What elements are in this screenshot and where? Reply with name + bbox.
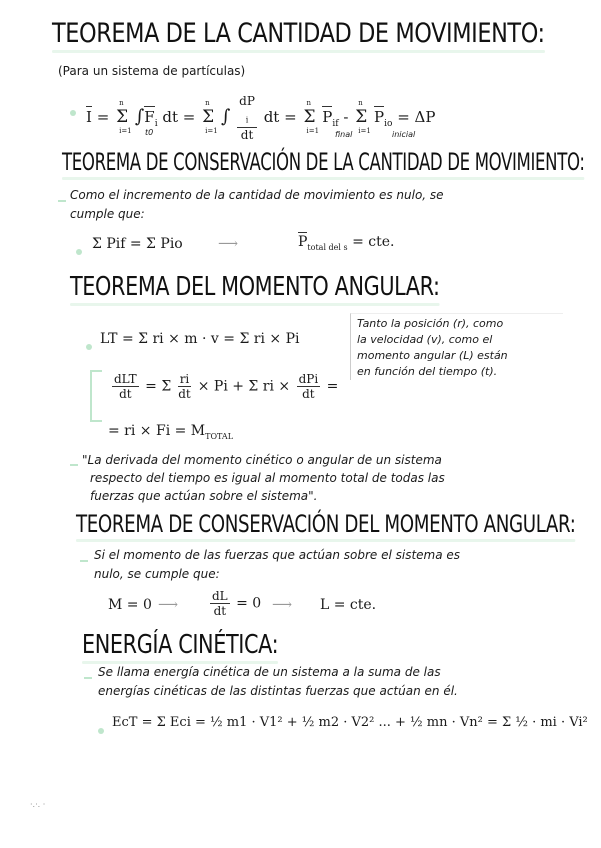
momento-total-equation: = ri × $Fi = M_{TOTAL}$: [108, 423, 234, 441]
dash: [80, 560, 88, 562]
conservacion-text-2: cumple que:: [70, 207, 145, 221]
impulse-equation: I = Σ n i=1 $\int F_i$ dt = Σ n i=1 ∫ dP $_i$ dt dt = Σ n i=1 $P_{if}$ - Σ n i=1 $P_{io} = \Delta P$: [86, 94, 436, 143]
conservacion-momento-text-2: nulo, se cumple que:: [94, 567, 220, 581]
quote-line-2: respecto del tiempo es igual al momento total de todas las: [90, 471, 445, 485]
dash: [70, 464, 78, 466]
bullet: [76, 249, 82, 255]
momento-cero-equation: M = 0: [108, 597, 152, 613]
label-final: final: [335, 130, 353, 139]
dl-dt-equation: $\frac{dL}{dt}$ = 0: [212, 589, 262, 618]
heading-conservacion-cantidad: TEOREMA DE CONSERVACIÓN DE LA CANTIDAD DE MOVIMIENTO:: [62, 148, 585, 176]
bullet: [86, 344, 92, 350]
energia-equation: EcT = Σ Eci = ½ m1 · V1² + ½ m2 · V2² ... + ½ mn · Vn² = Σ ½ · mi · Vi²: [112, 715, 588, 730]
quote-line-3: fuerzas que actúan sobre el sistema".: [90, 489, 318, 503]
conservacion-momento-text-1: Si el momento de las fuerzas que actúan sobre el sistema es: [94, 548, 461, 562]
conservacion-equation: Σ Pif = Σ Pio: [92, 236, 183, 252]
subtitle-sistema-particulas: (Para un sistema de partículas): [58, 64, 246, 78]
label-inicial: inicial: [392, 130, 416, 139]
arrow: ⟶: [158, 597, 179, 613]
energia-text-2: energías cinéticas de las distintas fuerzas que actúan en él.: [98, 684, 458, 698]
heading-momento-angular: TEOREMA DEL MOMENTO ANGULAR:: [70, 272, 440, 302]
heading-energia-cinetica: ENERGÍA CINÉTICA:: [82, 630, 278, 660]
arrow: ⟶: [218, 236, 239, 252]
l-cte-equation: L = cte.: [320, 597, 377, 613]
momento-angular-equation: LT = Σ ri × m · v = Σ ri × Pi: [100, 331, 300, 347]
footer-mark: ·.·. ·: [30, 800, 46, 809]
derivada-equation: $\frac{\text{dLT}}{dt}$ = Σ $\frac{ri}{dt}$ × Pi + Σ ri × $\frac{\text{dPi}}{dt}$ =: [114, 372, 339, 401]
arrow: ⟶: [272, 597, 293, 613]
bracket: [90, 370, 102, 422]
dash: [84, 677, 92, 679]
label-t0: t0: [145, 128, 154, 137]
dash: [58, 200, 66, 202]
energia-text-1: Se llama energía cinética de un sistema a la suma de las: [98, 665, 441, 679]
heading-conservacion-momento: TEOREMA DE CONSERVACIÓN DEL MOMENTO ANGULAR:: [76, 510, 576, 538]
p-total-equation: $P_{total del s}$ = cte.: [298, 234, 395, 252]
bullet: [98, 728, 104, 734]
conservacion-text-1: Como el incremento de la cantidad de movimiento es nulo, se: [70, 188, 444, 202]
sum-symbol: Σ n i=1: [116, 99, 132, 136]
quote-line-1: "La derivada del momento cinético o angular de un sistema: [82, 453, 442, 467]
note-box: Tanto la posición (r), como la velocidad (v), como el momento angular (L) están en función del tiempo (t).: [350, 313, 563, 380]
bullet: [70, 110, 76, 116]
heading-cantidad-movimiento: TEOREMA DE LA CANTIDAD DE MOVIMIENTO:: [52, 18, 545, 49]
